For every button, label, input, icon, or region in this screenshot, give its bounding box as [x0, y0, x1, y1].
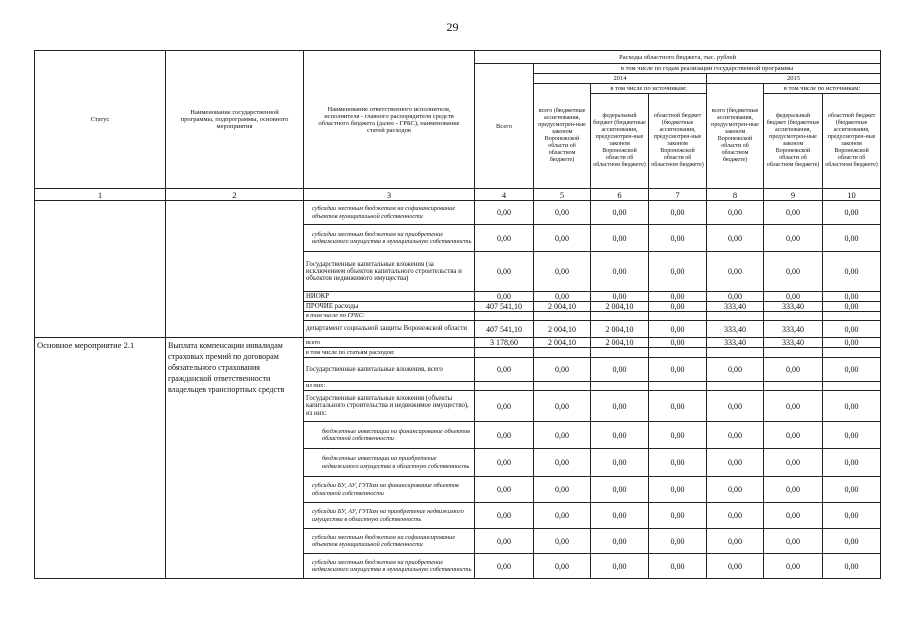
column-index: 4: [475, 189, 534, 201]
row-label: из них:: [304, 382, 475, 391]
value-cell: 0,00: [649, 225, 707, 252]
value-cell: 0,00: [764, 422, 823, 449]
value-cell: 0,00: [534, 252, 591, 292]
value-cell: [823, 382, 881, 391]
value-cell: 0,00: [649, 554, 707, 579]
column-index: 6: [591, 189, 649, 201]
value-cell: 0,00: [707, 252, 764, 292]
value-cell: [707, 382, 764, 391]
value-cell: 0,00: [764, 503, 823, 529]
value-cell: 0,00: [591, 554, 649, 579]
column-index: 1: [35, 189, 166, 201]
value-cell: 2 004,10: [591, 338, 649, 348]
value-cell: 0,00: [534, 225, 591, 252]
value-cell: 0,00: [591, 252, 649, 292]
row-label: бюджетные инвестиции на финансирование объектов областной собственности: [304, 422, 475, 449]
value-cell: [534, 348, 591, 358]
value-cell: 0,00: [534, 292, 591, 302]
value-cell: 0,00: [764, 225, 823, 252]
value-cell: 0,00: [475, 252, 534, 292]
value-cell: [764, 382, 823, 391]
value-cell: 0,00: [591, 225, 649, 252]
row-label: субсидии местным бюджетам на приобретение недвижимого имущества в муниципальную собственность: [304, 225, 475, 252]
value-cell: 0,00: [649, 422, 707, 449]
column-index-row: [35, 189, 881, 201]
event-status: Основное мероприятие 2.1: [35, 338, 166, 579]
value-cell: [707, 312, 764, 321]
table-row: [35, 338, 881, 348]
value-cell: 0,00: [534, 449, 591, 477]
header-year-2014: 2014: [534, 74, 707, 84]
table-row: [35, 201, 881, 225]
column-index: 2: [166, 189, 304, 201]
value-cell: [475, 348, 534, 358]
header-regional-expenses: Расходы областного бюджета, тыс. рублей: [475, 51, 881, 64]
table-header: [35, 51, 881, 201]
value-cell: 0,00: [823, 391, 881, 422]
row-label: департамент социальной защиты Воронежской области: [304, 321, 475, 338]
value-cell: 0,00: [534, 477, 591, 503]
header-2015-by-sources: в том числе по источникам:: [764, 84, 881, 94]
value-cell: 0,00: [649, 391, 707, 422]
value-cell: 0,00: [534, 358, 591, 382]
value-cell: [591, 382, 649, 391]
value-cell: 3 178,60: [475, 338, 534, 348]
value-cell: 407 541,10: [475, 321, 534, 338]
value-cell: [764, 348, 823, 358]
row-label: ПРОЧИЕ расходы: [304, 302, 475, 312]
value-cell: [649, 382, 707, 391]
value-cell: 0,00: [707, 201, 764, 225]
value-cell: 0,00: [823, 338, 881, 348]
row-label: субсидии местным бюджетам на софинансирование объектов муниципальной собственности: [304, 529, 475, 554]
value-cell: 0,00: [764, 201, 823, 225]
value-cell: [764, 312, 823, 321]
value-cell: 0,00: [823, 422, 881, 449]
value-cell: 0,00: [764, 449, 823, 477]
header-2015-regional: областной бюджет (бюджетные ассигнования, предусмотрен-ные законом Воронежской области об областном бюджете): [823, 94, 881, 189]
value-cell: 0,00: [649, 321, 707, 338]
value-cell: 0,00: [649, 477, 707, 503]
header-executor: Наименование ответственного исполнителя, исполнителя - главного распорядителя средств областного бюджета (далее - ГРБС), наименование статей расходов: [304, 51, 475, 189]
value-cell: 0,00: [649, 358, 707, 382]
header-2014-regional: областной бюджет (бюджетные ассигнования, предусмотрен-ные законом Воронежской области об областном бюджете): [649, 94, 707, 189]
value-cell: 0,00: [823, 321, 881, 338]
row-label: в том числе по статьям расходов:: [304, 348, 475, 358]
value-cell: 0,00: [649, 252, 707, 292]
value-cell: [707, 348, 764, 358]
page-number: 29: [446, 20, 459, 34]
row-label: субсидии местным бюджетам на приобретение недвижимого имущества в муниципальную собственность: [304, 554, 475, 579]
value-cell: [591, 348, 649, 358]
value-cell: 0,00: [823, 201, 881, 225]
value-cell: 0,00: [823, 252, 881, 292]
value-cell: 2 004,10: [591, 321, 649, 338]
value-cell: 0,00: [475, 477, 534, 503]
table-body: [35, 201, 881, 579]
budget-table: [34, 50, 881, 579]
value-cell: 0,00: [475, 391, 534, 422]
value-cell: [823, 348, 881, 358]
value-cell: 2 004,10: [534, 338, 591, 348]
value-cell: 0,00: [591, 449, 649, 477]
value-cell: 0,00: [475, 422, 534, 449]
value-cell: [534, 382, 591, 391]
value-cell: 0,00: [649, 338, 707, 348]
value-cell: [475, 382, 534, 391]
value-cell: 0,00: [649, 503, 707, 529]
value-cell: 0,00: [764, 477, 823, 503]
value-cell: 0,00: [823, 554, 881, 579]
header-2014-by-sources: в том числе по источникам:: [591, 84, 707, 94]
value-cell: 0,00: [823, 358, 881, 382]
value-cell: 0,00: [707, 225, 764, 252]
value-cell: 0,00: [534, 201, 591, 225]
value-cell: 0,00: [707, 529, 764, 554]
value-cell: [475, 312, 534, 321]
row-label: всего: [304, 338, 475, 348]
value-cell: 0,00: [823, 503, 881, 529]
value-cell: [649, 348, 707, 358]
value-cell: 0,00: [591, 358, 649, 382]
value-cell: 0,00: [591, 292, 649, 302]
header-program-name: Наименование государственной программы, подпрограммы, основного мероприятия: [166, 51, 304, 189]
value-cell: 0,00: [591, 391, 649, 422]
value-cell: 0,00: [707, 422, 764, 449]
value-cell: 0,00: [649, 292, 707, 302]
value-cell: 0,00: [475, 201, 534, 225]
row-label: в том числе по ГРБС:: [304, 312, 475, 321]
column-index: 9: [764, 189, 823, 201]
value-cell: 333,40: [707, 321, 764, 338]
row-label: субсидии БУ, АУ, ГУПам на приобретение недвижимого имущества в областную собственность: [304, 503, 475, 529]
row-label: Государственные капитальные вложения, всего: [304, 358, 475, 382]
value-cell: 0,00: [707, 449, 764, 477]
column-index: 10: [823, 189, 881, 201]
header-total: Всего: [475, 64, 534, 189]
value-cell: 0,00: [707, 477, 764, 503]
row-label: НИОКР: [304, 292, 475, 302]
event-name: Выплата компенсации инвалидам страховых премий по договорам обязательного страхования гражданской ответственности владельцев транспортных средств: [166, 338, 304, 579]
value-cell: 2 004,10: [534, 321, 591, 338]
value-cell: 0,00: [764, 554, 823, 579]
header-2014-federal: федеральный бюджет (бюджетные ассигнования, предусмотрен-ные законом Воронежской области об областном бюджете): [591, 94, 649, 189]
header-year-2015: 2015: [707, 74, 881, 84]
value-cell: 333,40: [764, 302, 823, 312]
value-cell: 0,00: [649, 201, 707, 225]
value-cell: 0,00: [649, 449, 707, 477]
value-cell: 0,00: [707, 358, 764, 382]
row-label: субсидии БУ, АУ, ГУПам на финансирование объектов областной собственности: [304, 477, 475, 503]
value-cell: 0,00: [823, 529, 881, 554]
value-cell: 0,00: [823, 302, 881, 312]
value-cell: 0,00: [591, 503, 649, 529]
value-cell: [591, 312, 649, 321]
value-cell: 0,00: [534, 554, 591, 579]
value-cell: 0,00: [823, 292, 881, 302]
value-cell: 0,00: [534, 391, 591, 422]
value-cell: 0,00: [475, 529, 534, 554]
value-cell: 0,00: [649, 529, 707, 554]
column-index: 7: [649, 189, 707, 201]
value-cell: 0,00: [534, 529, 591, 554]
column-index: 8: [707, 189, 764, 201]
value-cell: 0,00: [475, 358, 534, 382]
value-cell: 333,40: [764, 338, 823, 348]
value-cell: 0,00: [764, 252, 823, 292]
value-cell: 0,00: [764, 358, 823, 382]
value-cell: 0,00: [591, 422, 649, 449]
value-cell: [823, 312, 881, 321]
value-cell: 0,00: [475, 449, 534, 477]
value-cell: 0,00: [475, 554, 534, 579]
header-2015-federal: федеральный бюджет (бюджетные ассигнования, предусмотрен-ные законом Воронежской области об областном бюджете): [764, 94, 823, 189]
value-cell: [649, 312, 707, 321]
value-cell: 0,00: [707, 391, 764, 422]
value-cell: 333,40: [707, 302, 764, 312]
header-2015-total: всего (бюджетные ассигнования, предусмотрен-ные законом Воронежской области об областном бюджете): [707, 84, 764, 189]
header-2014-total: всего (бюджетные ассигнования, предусмотрен-ные законом Воронежской области об областном бюджете): [534, 84, 591, 189]
row-label: Государственные капитальные вложения (за исключением объектов капитального строительства и объектов недвижимого имущества): [304, 252, 475, 292]
header-by-years: в том числе по годам реализации государственной программы: [534, 64, 881, 74]
row-label: Государственные капитальные вложения (объекты капитального строительства и недвижимое имущество), из них:: [304, 391, 475, 422]
value-cell: 0,00: [707, 554, 764, 579]
value-cell: 407 541,10: [475, 302, 534, 312]
value-cell: 0,00: [764, 292, 823, 302]
value-cell: 2 004,10: [591, 302, 649, 312]
value-cell: 0,00: [823, 225, 881, 252]
value-cell: 0,00: [591, 201, 649, 225]
value-cell: 0,00: [475, 292, 534, 302]
status-cell-empty: [35, 201, 166, 338]
value-cell: 0,00: [649, 302, 707, 312]
value-cell: 0,00: [475, 225, 534, 252]
value-cell: 0,00: [764, 529, 823, 554]
value-cell: 333,40: [707, 338, 764, 348]
column-index: 5: [534, 189, 591, 201]
value-cell: 2 004,10: [534, 302, 591, 312]
program-cell-empty: [166, 201, 304, 338]
header-status: Статус: [35, 51, 166, 189]
value-cell: 0,00: [591, 477, 649, 503]
value-cell: 0,00: [591, 529, 649, 554]
row-label: бюджетные инвестиции на приобретение недвижимого имущества в областную собственность: [304, 449, 475, 477]
value-cell: 0,00: [823, 449, 881, 477]
value-cell: 0,00: [707, 292, 764, 302]
value-cell: 0,00: [707, 503, 764, 529]
row-label: субсидии местным бюджетам на софинансирование объектов муниципальной собственности: [304, 201, 475, 225]
value-cell: 0,00: [534, 503, 591, 529]
value-cell: [534, 312, 591, 321]
value-cell: 0,00: [764, 391, 823, 422]
value-cell: 0,00: [475, 503, 534, 529]
column-index: 3: [304, 189, 475, 201]
value-cell: 333,40: [764, 321, 823, 338]
value-cell: 0,00: [534, 422, 591, 449]
value-cell: 0,00: [823, 477, 881, 503]
